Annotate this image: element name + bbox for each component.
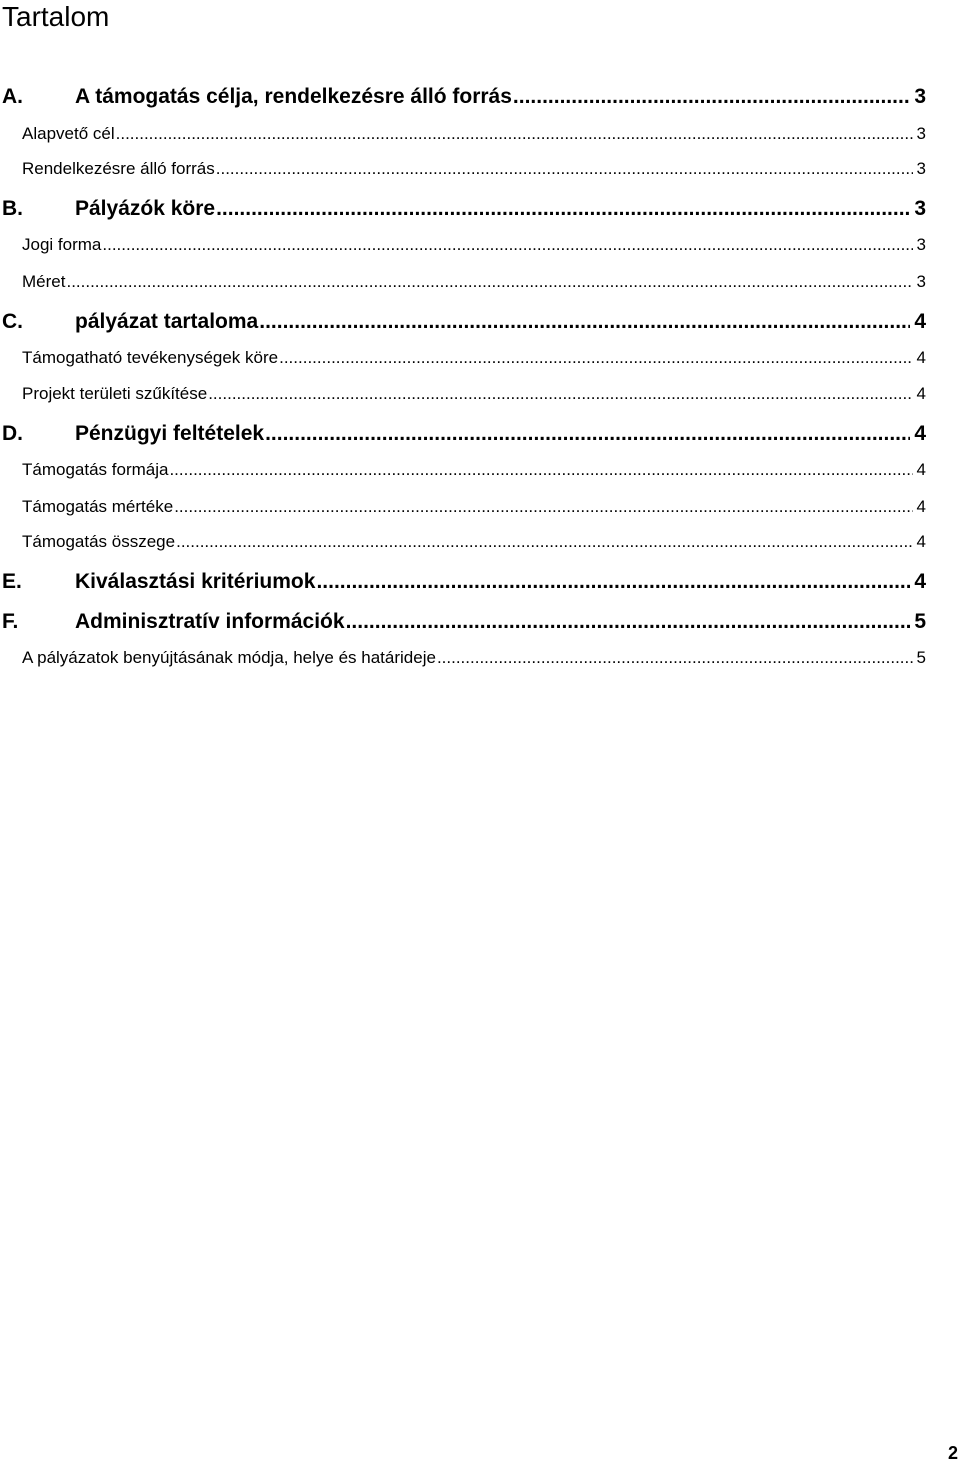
toc-dot-leader <box>259 308 910 336</box>
toc-dot-leader <box>116 122 913 146</box>
toc-entry-number: E. <box>2 570 22 593</box>
toc-entry-page: 4 <box>916 384 926 403</box>
toc-entry-number: D. <box>2 422 23 445</box>
toc-dot-leader <box>102 233 912 257</box>
toc-dot-leader <box>216 157 913 181</box>
toc-entry-page: 4 <box>914 422 926 445</box>
toc-entry[interactable] <box>22 458 926 482</box>
toc-dot-leader <box>279 346 912 370</box>
toc-dot-leader <box>216 195 910 223</box>
toc-entry-title: Adminisztratív információk <box>75 610 345 633</box>
toc-entry-page: 4 <box>916 497 926 516</box>
toc-entry-title: Pályázók köre <box>75 197 216 220</box>
toc-dot-leader <box>346 608 911 636</box>
toc-entry-title: Jogi forma <box>22 235 102 254</box>
toc-entry-title: Támogatás összege <box>22 532 176 551</box>
toc-entry-title: Projekt területi szűkítése <box>22 384 208 403</box>
toc-entry-title: Támogatható tevékenységek köre <box>22 348 279 367</box>
toc-entry[interactable] <box>22 530 926 554</box>
toc-entry[interactable] <box>22 346 926 370</box>
toc-entry[interactable] <box>2 308 926 336</box>
toc-dot-leader <box>66 270 912 294</box>
toc-entry-page: 3 <box>916 124 926 143</box>
toc-dot-leader <box>169 458 912 482</box>
toc-entry[interactable] <box>22 646 926 670</box>
toc-entry-page: 4 <box>914 570 926 593</box>
toc-dot-leader <box>513 83 910 111</box>
toc-entry[interactable] <box>2 568 926 596</box>
toc-entry-title: Támogatás formája <box>22 460 169 479</box>
toc-entry-page: 4 <box>916 460 926 479</box>
toc-entry[interactable] <box>2 420 926 448</box>
toc-entry[interactable] <box>22 157 926 181</box>
toc-entry-number: C. <box>2 310 23 333</box>
toc-entry[interactable] <box>22 233 926 257</box>
toc-entry-title: pályázat tartaloma <box>75 310 259 333</box>
toc-entry-page: 3 <box>914 85 926 108</box>
toc-dot-leader <box>437 646 913 670</box>
toc-entry-title: Alapvető cél <box>22 124 115 143</box>
toc-entry[interactable] <box>22 122 926 146</box>
toc-dot-leader <box>208 382 912 406</box>
toc-entry-title: A támogatás célja, rendelkezésre álló forrás <box>75 85 512 108</box>
toc-entry[interactable] <box>2 195 926 223</box>
toc-entry-title: Pénzügyi feltételek <box>75 422 265 445</box>
toc-entry[interactable] <box>22 382 926 406</box>
toc-entry-page: 3 <box>916 272 926 291</box>
toc-entry-page: 3 <box>916 159 926 178</box>
toc-entry-number: A. <box>2 85 23 108</box>
toc-entry-page: 4 <box>916 532 926 551</box>
page-number: 2 <box>947 1443 958 1463</box>
toc-entry-number: B. <box>2 197 23 220</box>
toc-dot-leader <box>176 530 912 554</box>
toc-entry-number: F. <box>2 610 19 633</box>
toc-entry[interactable] <box>22 270 926 294</box>
toc-entry-page: 4 <box>916 348 926 367</box>
toc-entry-title: A pályázatok benyújtásának módja, helye és határideje <box>22 648 436 667</box>
toc-entry-title: Rendelkezésre álló forrás <box>22 159 215 178</box>
toc-dot-leader <box>316 568 910 596</box>
toc-entry[interactable] <box>2 608 926 636</box>
toc-dot-leader <box>174 495 912 519</box>
toc-entry-page: 3 <box>914 197 926 220</box>
toc-entry-title: Kiválasztási kritériumok <box>75 570 316 593</box>
toc-entry-title: Méret <box>22 272 66 291</box>
toc-entry-page: 4 <box>914 310 926 333</box>
toc-entry[interactable] <box>22 495 926 519</box>
toc-entry-page: 3 <box>916 235 926 254</box>
toc-dot-leader <box>265 420 910 448</box>
toc-entry-page: 5 <box>916 648 926 667</box>
toc-entry-title: Támogatás mértéke <box>22 497 174 516</box>
page-title: Tartalom <box>2 1 110 32</box>
toc-entry-page: 5 <box>914 610 926 633</box>
toc-entry[interactable] <box>2 83 926 111</box>
